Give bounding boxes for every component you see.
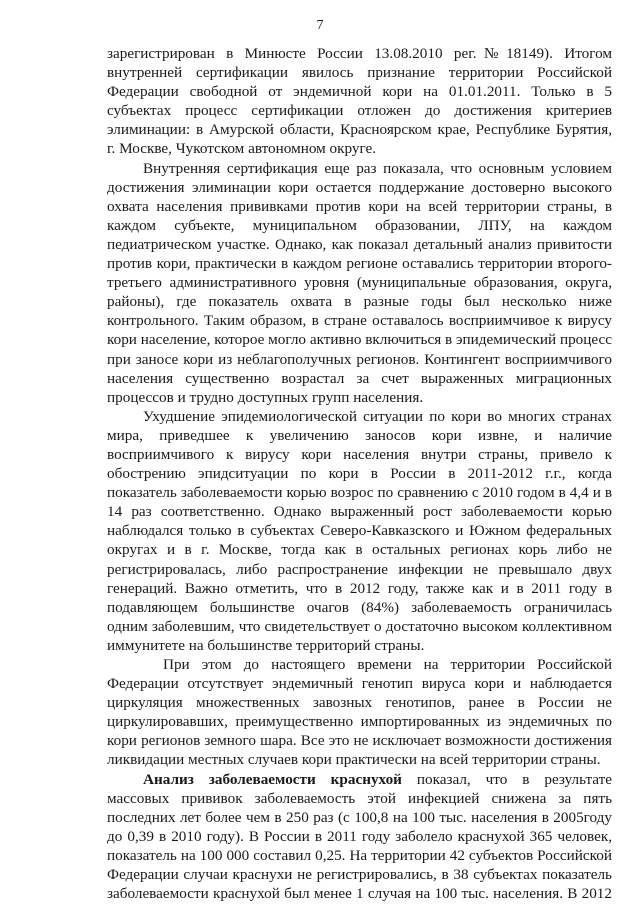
text-line: Внутренняя сертификация еще раз показала, что основным условием <box>143 159 612 177</box>
text-line: педиатрическом участке. Однако, как показал детальный анализ привитости <box>107 235 612 253</box>
text-line: охвата населения прививками против кори на всей территории страны, в <box>107 197 612 215</box>
text-line: массовых прививок заболеваемость этой инфекцией снижена за пять <box>107 789 612 807</box>
text-line: наблюдался только в субъектах Северо-Кавказского и Южном федеральных <box>107 522 612 540</box>
text-line: Федерации свободной от эндемичной кори на 01.01.2011. Только в 5 <box>107 83 612 101</box>
text-line: населения существенно возрастал за счет выраженных миграционных <box>107 369 612 387</box>
text-line: элиминации: в Амурской области, Красноярском крае, Республике Бурятия, <box>107 121 612 139</box>
page-number: 7 <box>316 18 324 33</box>
document-body <box>107 44 612 903</box>
text-line: заболеваемости краснухой был менее 1 случая на 100 тыс. населения. В 2012 <box>107 885 612 903</box>
text-line: до 0,39 в 2010 году). В России в 2011 году заболело краснухой 365 человек, <box>107 827 612 845</box>
text-line: кори регионов земного шара. Все это не исключает возможности достижения <box>107 732 612 750</box>
paragraph <box>107 655 612 770</box>
text-line: контрольного. Таким образом, в стране оставалось восприимчивое к вирусу <box>107 312 612 330</box>
text-line: циркулировавших, преимущественно импортированных из эндемичных по <box>107 713 612 731</box>
text-line: субъектах процесс сертификации отложен до достижения критериев <box>107 102 612 120</box>
text-line: зарегистрирован в Минюсте России 13.08.2010 рег.№18149). Итогом <box>107 45 612 62</box>
paragraph <box>107 407 612 655</box>
paragraph <box>107 44 612 159</box>
text-line: при заносе кори из неблагополучных регионов. Контингент восприимчивого <box>107 350 612 368</box>
text-line: подавляющем большинстве очагов (84%) заболеваемость ограничилась <box>107 598 612 616</box>
text-line <box>107 770 612 789</box>
text-line: третьего административного уровня (муниципальные образования, округа, <box>107 274 612 292</box>
text-line: внутренней сертификации явилось признание территории Российской <box>107 64 612 82</box>
text-line: 14 раз соответственно. Однако выраженный рост заболеваемости корью <box>107 503 612 521</box>
paragraph <box>107 770 612 904</box>
text-line: регистрировалась, либо распространение инфекции не превышало двух <box>107 560 612 578</box>
text-line: При этом до настоящего времени на территории Российской <box>163 656 612 673</box>
text-line: циркуляция множественных завозных генотипов, ранее в России не <box>107 694 612 712</box>
text-line: Федерации отсутствует эндемичный генотип вируса кори и наблюдается <box>107 675 612 693</box>
paragraph <box>107 159 612 407</box>
text-line: округах и в г. Москве, тогда как в остальных регионах корь либо не <box>107 541 612 559</box>
text-line: восприимчивого к вирусу кори населения внутри страны, привело к <box>107 445 612 463</box>
text-line: показатель заболеваемости корью возрос по сравнению с 2010 годом в 4,4 и в <box>107 484 612 502</box>
text-line: показатель на 100 000 составил 0,25. На территории 42 субъектов Российской <box>107 846 612 864</box>
text-line: против кори, практически в каждом регионе оставались территории второго- <box>107 255 612 273</box>
section-heading-inline: Анализ заболеваемости краснухой <box>143 770 402 788</box>
text-line: процессов и трудно доступных групп населения. <box>107 388 424 406</box>
text-line: г. Москве, Чукотском автономном округе. <box>107 140 377 158</box>
text-line: Федерации случаи краснухи не регистрировались, в 38 субъектах показатель <box>107 866 612 884</box>
text-line: мира, приведшее к увеличению заносов кори извне, и наличие <box>107 426 612 444</box>
line-text: показал, что в результате <box>401 770 612 788</box>
text-line: районы), где показатель охвата в разные годы был несколько ниже <box>107 293 612 311</box>
text-line: Ухудшение эпидемиологической ситуации по кори во многих странах <box>143 407 612 425</box>
text-line: последних лет более чем в 250 раз (с 100,8 на 100 тыс. населения в 2005году <box>107 808 612 826</box>
text-line: иммунитете на большинстве территорий страны. <box>107 636 425 654</box>
text-line: кори население, которое могло активно включиться в эпидемический процесс <box>107 331 612 349</box>
text-line: ликвидации местных случаев кори практически на всей территории страны. <box>107 751 601 769</box>
text-line: генераций. Важно отметить, что в 2012 году, также как и в 2011 году в <box>107 579 612 597</box>
text-line: обострению эпидситуации по кори в России в 2011-2012 г.г., когда <box>107 465 612 483</box>
text-line: каждом субъекте, муниципальном образовании, ЛПУ, на каждом <box>107 216 612 234</box>
text-line: достижения элиминации кори остается поддержание достоверно высокого <box>107 178 612 196</box>
text-line: одним заболевшим, что свидетельствует о достаточно высоком коллективном <box>107 617 612 635</box>
